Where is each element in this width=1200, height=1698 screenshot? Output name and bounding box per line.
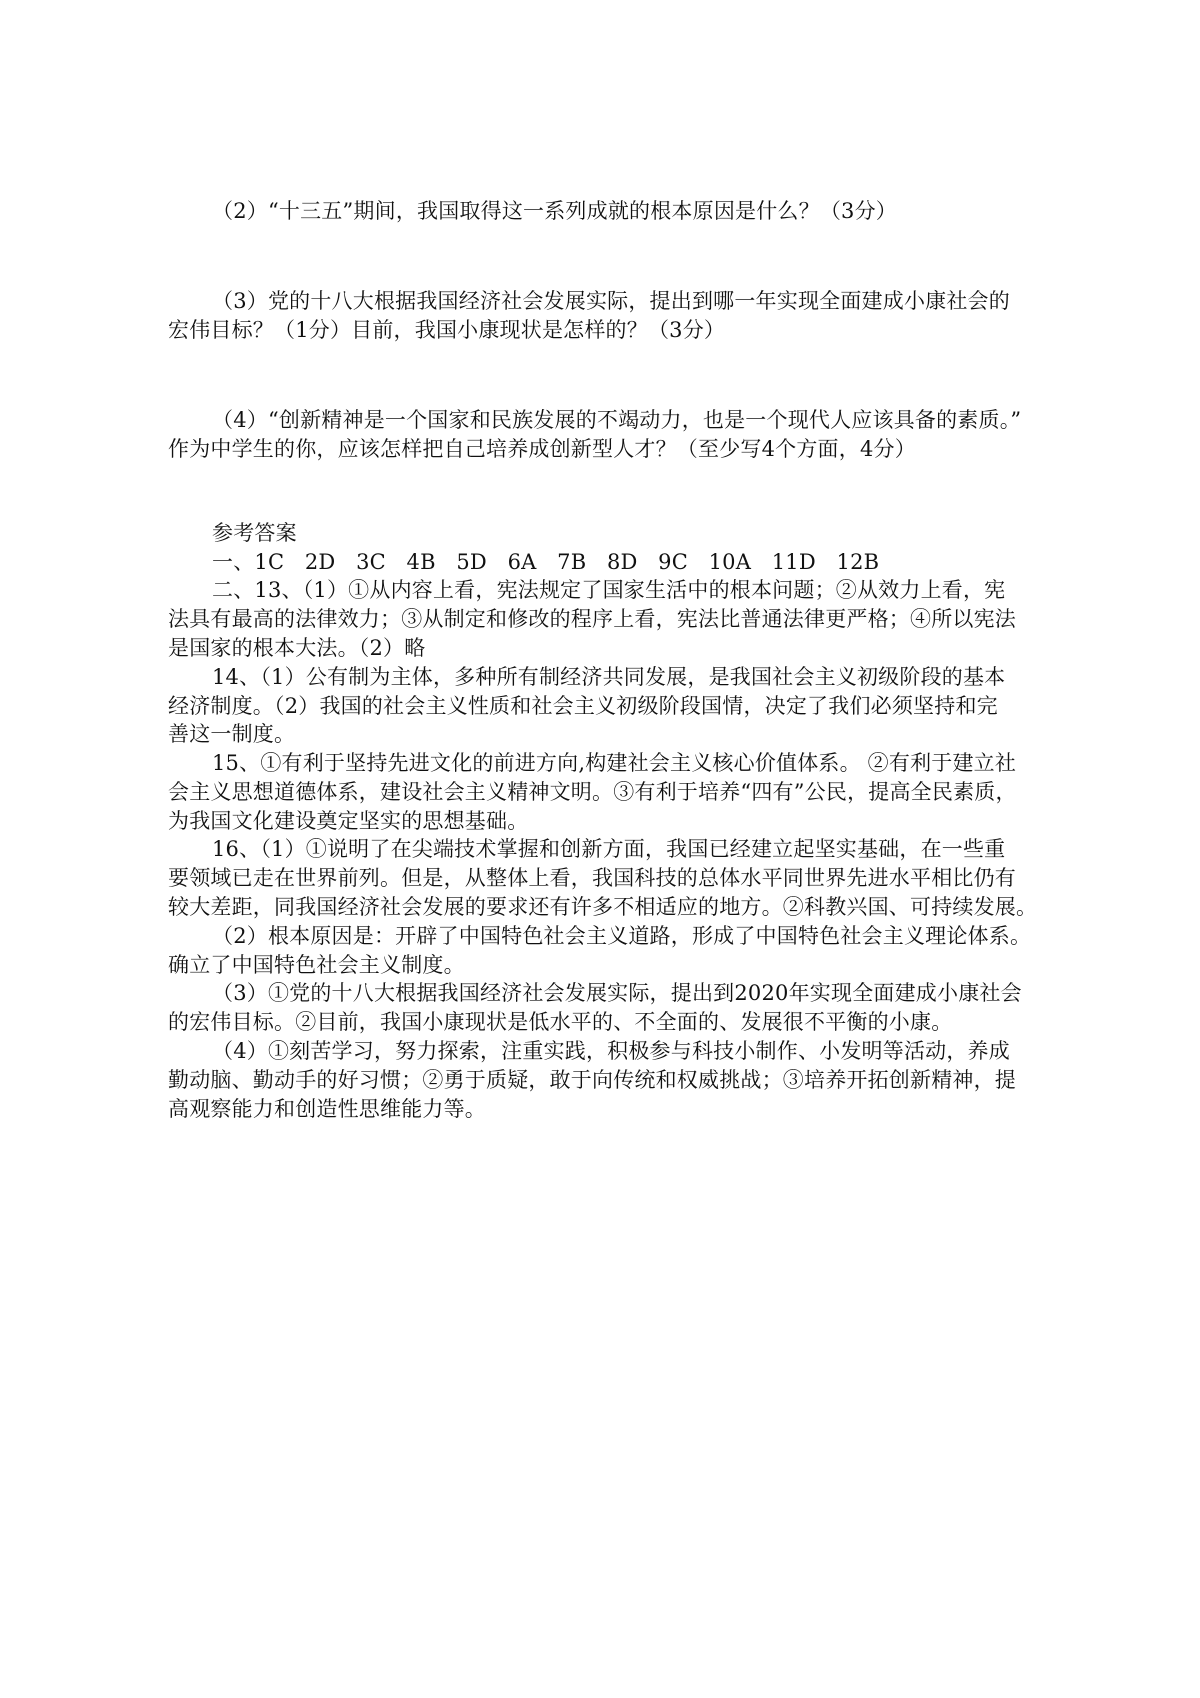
answer-15-line-3: 为我国文化建设奠定坚实的思想基础。 bbox=[168, 809, 529, 833]
answer-16-1-line-2: 要领域已走在世界前列。但是，从整体上看，我国科技的总体水平同世界先进水平相比仍有 bbox=[168, 866, 1016, 890]
answer-15-line-1: 15、①有利于坚持先进文化的前进方向,构建社会主义核心价值体系。 ②有利于建立社 bbox=[212, 751, 1017, 775]
question-2-text: （2）“十三五”期间，我国取得这一系列成就的根本原因是什么？（3分） bbox=[212, 199, 897, 223]
answer-16-4-line-1: （4）①刻苦学习，努力探索，注重实践，积极参与科技小制作、小发明等活动，养成 bbox=[212, 1039, 1010, 1063]
answers-part-1: 一、1C 2D 3C 4B 5D 6A 7B 8D 9C 10A 11D 12B bbox=[212, 550, 880, 574]
question-3-line-2: 宏伟目标？（1分）目前，我国小康现状是怎样的？（3分） bbox=[168, 318, 726, 342]
answer-14-line-2: 经济制度。（2）我国的社会主义性质和社会主义初级阶段国情，决定了我们必须坚持和完 bbox=[168, 694, 998, 718]
answer-15-line-2: 会主义思想道德体系，建设社会主义精神文明。③有利于培养“四有”公民，提高全民素质， bbox=[168, 780, 1017, 804]
answer-16-2-line-1: （2）根本原因是：开辟了中国特色社会主义道路，形成了中国特色社会主义理论体系。 bbox=[212, 924, 1032, 948]
question-3-line-1: （3）党的十八大根据我国经济社会发展实际，提出到哪一年实现全面建成小康社会的 bbox=[212, 289, 1010, 313]
answer-13-line-2: 法具有最高的法律效力；③从制定和修改的程序上看，宪法比普通法律更严格；④所以宪法 bbox=[168, 607, 1016, 631]
answer-16-1-line-3: 较大差距，同我国经济社会发展的要求还有许多不相适应的地方。②科教兴国、可持续发展。 bbox=[168, 895, 1038, 919]
answer-16-4-line-3: 高观察能力和创造性思维能力等。 bbox=[168, 1097, 486, 1121]
answer-14-line-3: 善这一制度。 bbox=[168, 722, 296, 746]
question-4-line-1: （4）“创新精神是一个国家和民族发展的不竭动力，也是一个现代人应该具备的素质。” bbox=[212, 408, 1022, 432]
answer-14-line-1: 14、（1）公有制为主体，多种所有制经济共同发展，是我国社会主义初级阶段的基本 bbox=[212, 665, 1006, 689]
answer-16-1-line-1: 16、（1）①说明了在尖端技术掌握和创新方面，我国已经建立起坚实基础，在一些重 bbox=[212, 837, 1006, 861]
answer-13-line-1: 二、13、（1）①从内容上看，宪法规定了国家生活中的根本问题；②从效力上看，宪 bbox=[212, 578, 1006, 602]
answer-13-line-3: 是国家的根本大法。（2）略 bbox=[168, 636, 426, 660]
answer-16-2-line-2: 确立了中国特色社会主义制度。 bbox=[168, 953, 465, 977]
answer-16-4-line-2: 勤动脑、勤动手的好习惯；②勇于质疑，敢于向传统和权威挑战；③培养开拓创新精神，提 bbox=[168, 1068, 1016, 1092]
question-4-line-2: 作为中学生的你，应该怎样把自己培养成创新型人才？（至少写4个方面，4分） bbox=[168, 437, 916, 461]
answer-16-3-line-1: （3）①党的十八大根据我国经济社会发展实际，提出到2020年实现全面建成小康社会 bbox=[212, 981, 1022, 1005]
answer-16-3-line-2: 的宏伟目标。②目前，我国小康现状是低水平的、不全面的、发展很不平衡的小康。 bbox=[168, 1010, 953, 1034]
answers-heading: 参考答案 bbox=[212, 521, 297, 545]
